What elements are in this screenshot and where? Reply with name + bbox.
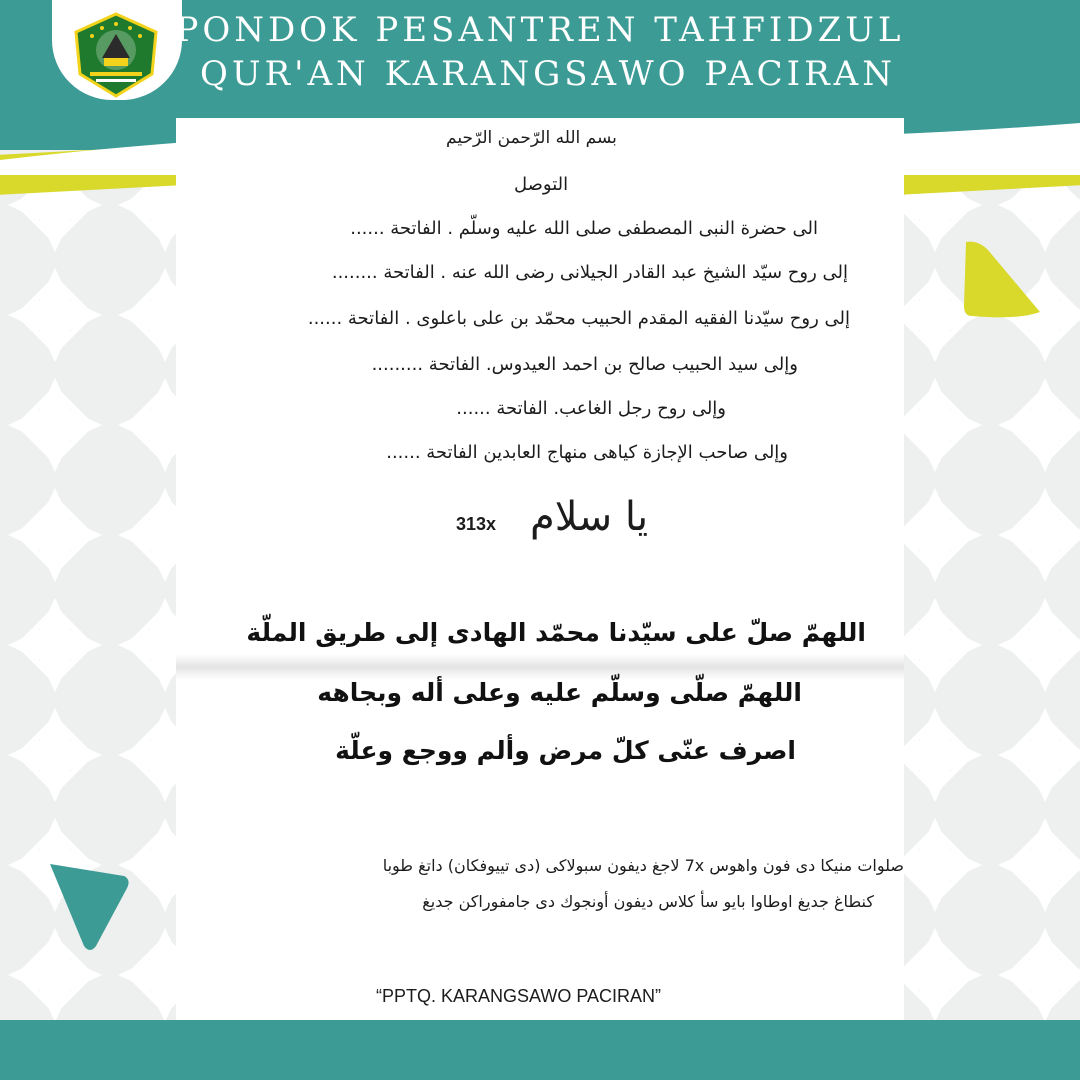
document-heading: التوصل [514, 174, 569, 195]
note-line-1: صلوات منيكا دى فون واهوس 7x لاجغ ديفون سبولاكى (دى تييوفكان) داتغ طوبا [382, 856, 904, 875]
signature-text: “PPTQ. KARANGSAWO PACIRAN” [376, 986, 662, 1006]
title-line-1: PONDOK PESANTREN TAHFIDZUL [175, 10, 905, 50]
tawassul-line-4: وإلى سيد الحبيب صالح بن احمد العيدوس. الفاتحة ......... [371, 354, 798, 375]
paper-fold [176, 654, 904, 680]
page-title [160, 8, 920, 96]
title-line-2: QUR'AN KARANGSAWO PACIRAN [200, 54, 896, 94]
sholawat-line-3: اصرف عنّى كلّ مرض وألم ووجع وعلّة [335, 736, 796, 765]
teal-triangle-decor [44, 858, 134, 962]
tawassul-line-1: الى حضرة النبى المصطفى صلى الله عليه وسلّم . الفاتحة ...... [350, 218, 818, 239]
tawassul-line-3: إلى روح سيّدنا الفقيه المقدم الحبيب محمّد بن على باعلوى . الفاتحة ...... [307, 308, 850, 329]
sholawat-line-2: اللهمّ صلّى وسلّم عليه وعلى أله وبجاهه [317, 678, 802, 707]
lime-triangle-decor [958, 236, 1048, 330]
tawassul-line-5: وإلى روح رجل الغاعب. الفاتحة ...... [456, 398, 726, 419]
tawassul-line-6: وإلى صاحب الإجازة كياهى منهاج العابدين الفاتحة ...... [386, 442, 788, 463]
tawassul-line-2: إلى روح سيّد الشيخ عبد القادر الجيلانى رضى الله عنه . الفاتحة ........ [331, 262, 848, 283]
sholawat-line-1: اللهمّ صلّ على سيّدنا محمّد الهادى إلى طريق الملّة [246, 618, 866, 647]
note-line-2: كنطاغ جديغ اوطاوا بايو سأ كلاس ديفون أونجوك دى جامفوراكن جديغ [422, 892, 874, 911]
school-logo [72, 12, 160, 98]
footer-bar [0, 1020, 1080, 1080]
ya-salam-text: يا سلام [530, 494, 649, 540]
basmalah: بسم الله الرّحمن الرّحيم [446, 128, 617, 148]
ya-salam-count: 313x [456, 514, 497, 534]
